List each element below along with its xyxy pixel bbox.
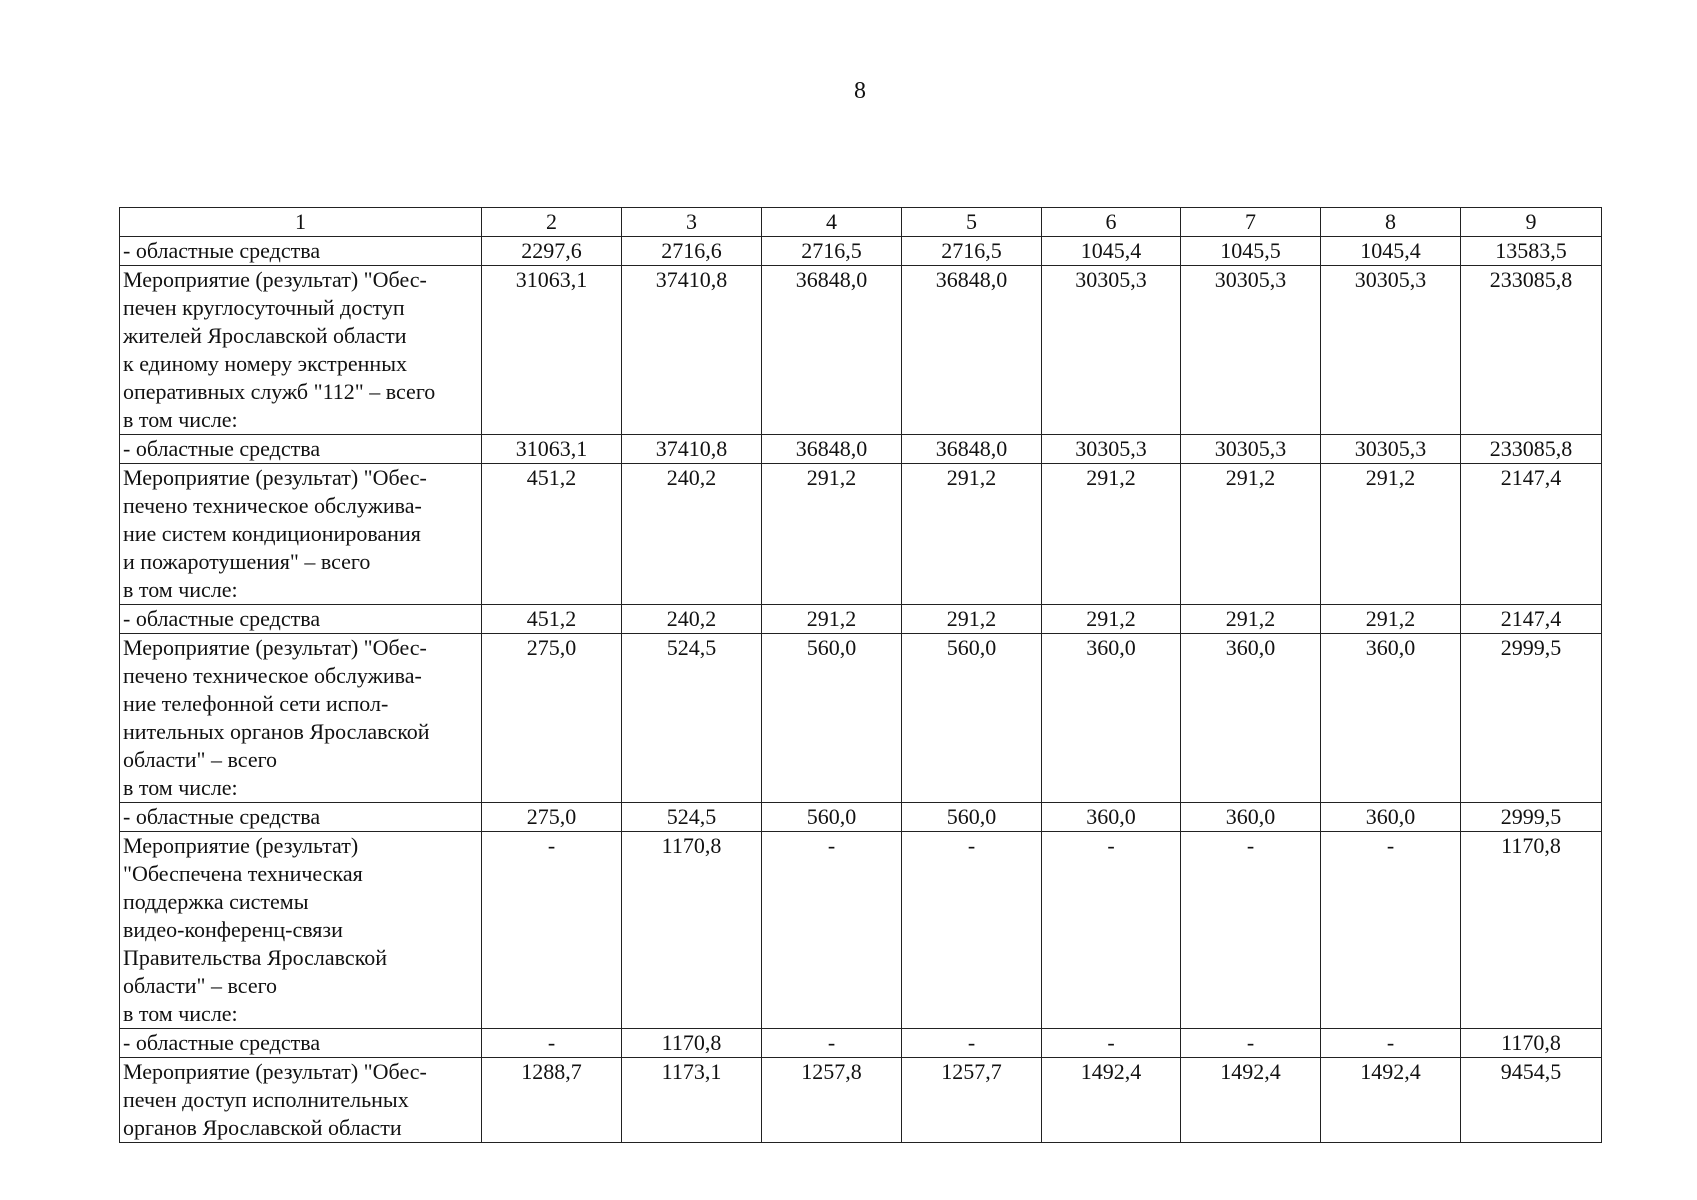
funding-source-row <box>120 803 1602 832</box>
budget-table-body <box>120 208 1602 1143</box>
row-label-cell <box>120 634 482 803</box>
activity-row <box>120 464 1602 605</box>
budget-table <box>119 207 1602 1143</box>
value-cell: 360,0 <box>1321 803 1461 832</box>
column-number-cell: 7 <box>1181 208 1321 237</box>
row-label-cell <box>120 832 482 1029</box>
row-label-line: ние телефонной сети испол- <box>123 691 389 716</box>
row-label-line: области" – всего <box>123 973 278 998</box>
row-label-line: ние систем кондиционирования <box>123 521 421 546</box>
value-cell: 1173,1 <box>622 1058 762 1143</box>
value-cell: - <box>482 832 622 1029</box>
row-label-line: Мероприятие (результат) "Обес- <box>123 465 427 490</box>
value-cell: 291,2 <box>1321 605 1461 634</box>
row-label-line: - областные средства <box>123 238 321 263</box>
row-label-cell <box>120 803 482 832</box>
value-cell: 1170,8 <box>622 832 762 1029</box>
value-cell: 291,2 <box>902 605 1042 634</box>
row-label-line: - областные средства <box>123 804 321 829</box>
value-cell: - <box>1042 832 1181 1029</box>
value-cell: 560,0 <box>762 803 902 832</box>
value-cell: 31063,1 <box>482 435 622 464</box>
value-cell: - <box>902 832 1042 1029</box>
value-cell: 2999,5 <box>1461 634 1602 803</box>
value-cell: 36848,0 <box>762 435 902 464</box>
value-cell: 524,5 <box>622 634 762 803</box>
row-label-line: печен круглосуточный доступ <box>123 295 405 320</box>
value-cell: 560,0 <box>902 803 1042 832</box>
value-cell: 560,0 <box>762 634 902 803</box>
row-label-cell <box>120 266 482 435</box>
column-number-cell: 1 <box>120 208 482 237</box>
value-cell: 13583,5 <box>1461 237 1602 266</box>
row-label-line: "Обеспечена техническая <box>123 861 363 886</box>
value-cell: - <box>762 1029 902 1058</box>
row-label-line: в том числе: <box>123 775 238 800</box>
value-cell: 2716,5 <box>902 237 1042 266</box>
value-cell: 1045,4 <box>1042 237 1181 266</box>
value-cell: 291,2 <box>1042 605 1181 634</box>
value-cell: 2716,5 <box>762 237 902 266</box>
activity-row <box>120 634 1602 803</box>
value-cell: 360,0 <box>1181 634 1321 803</box>
column-number-cell: 9 <box>1461 208 1602 237</box>
row-label-cell <box>120 435 482 464</box>
row-label-line: видео-конференц-связи <box>123 917 343 942</box>
activity-row <box>120 832 1602 1029</box>
value-cell: - <box>1321 1029 1461 1058</box>
row-label-cell <box>120 605 482 634</box>
value-cell: 1045,4 <box>1321 237 1461 266</box>
value-cell: 1492,4 <box>1042 1058 1181 1143</box>
value-cell: 1288,7 <box>482 1058 622 1143</box>
value-cell: 291,2 <box>762 605 902 634</box>
value-cell: 1257,8 <box>762 1058 902 1143</box>
activity-row <box>120 266 1602 435</box>
row-label-line: - областные средства <box>123 606 321 631</box>
row-label-line: поддержка системы <box>123 889 309 914</box>
value-cell: 37410,8 <box>622 266 762 435</box>
row-label-cell <box>120 1029 482 1058</box>
value-cell: 1492,4 <box>1181 1058 1321 1143</box>
value-cell: 360,0 <box>1181 803 1321 832</box>
row-label-line: в том числе: <box>123 577 238 602</box>
value-cell: 1045,5 <box>1181 237 1321 266</box>
value-cell: 451,2 <box>482 605 622 634</box>
row-label-line: печено техническое обслужива- <box>123 493 422 518</box>
value-cell: 2147,4 <box>1461 605 1602 634</box>
value-cell: 1170,8 <box>1461 832 1602 1029</box>
row-label-line: Мероприятие (результат) "Обес- <box>123 1059 427 1084</box>
value-cell: 2716,6 <box>622 237 762 266</box>
value-cell: 1492,4 <box>1321 1058 1461 1143</box>
value-cell: - <box>1042 1029 1181 1058</box>
value-cell: 36848,0 <box>902 435 1042 464</box>
value-cell: 2147,4 <box>1461 464 1602 605</box>
column-number-cell: 5 <box>902 208 1042 237</box>
value-cell: 1170,8 <box>1461 1029 1602 1058</box>
row-label-line: Правительства Ярославской <box>123 945 388 970</box>
value-cell: 291,2 <box>762 464 902 605</box>
value-cell: 451,2 <box>482 464 622 605</box>
row-label-line: Мероприятие (результат) "Обес- <box>123 267 427 292</box>
value-cell: 36848,0 <box>762 266 902 435</box>
value-cell: 30305,3 <box>1181 435 1321 464</box>
page-number: 8 <box>854 78 866 104</box>
value-cell: 9454,5 <box>1461 1058 1602 1143</box>
value-cell: - <box>902 1029 1042 1058</box>
row-label-line: и пожаротушения" – всего <box>123 549 371 574</box>
value-cell: 233085,8 <box>1461 435 1602 464</box>
value-cell: 2297,6 <box>482 237 622 266</box>
table-header-row <box>120 208 1602 237</box>
value-cell: - <box>1181 1029 1321 1058</box>
column-number-cell: 8 <box>1321 208 1461 237</box>
value-cell: 31063,1 <box>482 266 622 435</box>
row-label-line: жителей Ярославской области <box>123 323 407 348</box>
value-cell: 30305,3 <box>1321 266 1461 435</box>
value-cell: 240,2 <box>622 464 762 605</box>
value-cell: 360,0 <box>1042 803 1181 832</box>
value-cell: 2999,5 <box>1461 803 1602 832</box>
value-cell: 36848,0 <box>902 266 1042 435</box>
funding-source-row <box>120 605 1602 634</box>
value-cell: 291,2 <box>1181 605 1321 634</box>
value-cell: 360,0 <box>1321 634 1461 803</box>
row-label-line: - областные средства <box>123 1030 321 1055</box>
value-cell: 30305,3 <box>1181 266 1321 435</box>
value-cell: 291,2 <box>1181 464 1321 605</box>
value-cell: 30305,3 <box>1042 435 1181 464</box>
row-label-line: Мероприятие (результат) <box>123 833 359 858</box>
funding-source-row <box>120 1029 1602 1058</box>
value-cell: 30305,3 <box>1321 435 1461 464</box>
value-cell: 275,0 <box>482 634 622 803</box>
activity-row <box>120 1058 1602 1143</box>
row-label-line: оперативных служб "112" – всего <box>123 379 436 404</box>
row-label-line: Мероприятие (результат) "Обес- <box>123 635 427 660</box>
row-label-line: печен доступ исполнительных <box>123 1087 409 1112</box>
value-cell: 1257,7 <box>902 1058 1042 1143</box>
value-cell: 240,2 <box>622 605 762 634</box>
value-cell: - <box>762 832 902 1029</box>
row-label-line: - областные средства <box>123 436 321 461</box>
value-cell: 37410,8 <box>622 435 762 464</box>
value-cell: 275,0 <box>482 803 622 832</box>
row-label-cell <box>120 1058 482 1143</box>
column-number-cell: 2 <box>482 208 622 237</box>
row-label-line: нительных органов Ярославской <box>123 719 430 744</box>
row-label-line: печено техническое обслужива- <box>123 663 422 688</box>
row-label-line: органов Ярославской области <box>123 1115 402 1140</box>
funding-source-row <box>120 237 1602 266</box>
value-cell: - <box>1321 832 1461 1029</box>
row-label-line: в том числе: <box>123 407 238 432</box>
value-cell: 360,0 <box>1042 634 1181 803</box>
value-cell: 291,2 <box>1042 464 1181 605</box>
value-cell: 291,2 <box>902 464 1042 605</box>
column-number-cell: 4 <box>762 208 902 237</box>
row-label-line: области" – всего <box>123 747 278 772</box>
row-label-line: к единому номеру экстренных <box>123 351 407 376</box>
row-label-cell <box>120 237 482 266</box>
value-cell: - <box>1181 832 1321 1029</box>
value-cell: 524,5 <box>622 803 762 832</box>
value-cell: 30305,3 <box>1042 266 1181 435</box>
value-cell: - <box>482 1029 622 1058</box>
column-number-cell: 3 <box>622 208 762 237</box>
row-label-cell <box>120 464 482 605</box>
funding-source-row <box>120 435 1602 464</box>
row-label-line: в том числе: <box>123 1001 238 1026</box>
value-cell: 291,2 <box>1321 464 1461 605</box>
column-number-cell: 6 <box>1042 208 1181 237</box>
value-cell: 560,0 <box>902 634 1042 803</box>
value-cell: 1170,8 <box>622 1029 762 1058</box>
value-cell: 233085,8 <box>1461 266 1602 435</box>
